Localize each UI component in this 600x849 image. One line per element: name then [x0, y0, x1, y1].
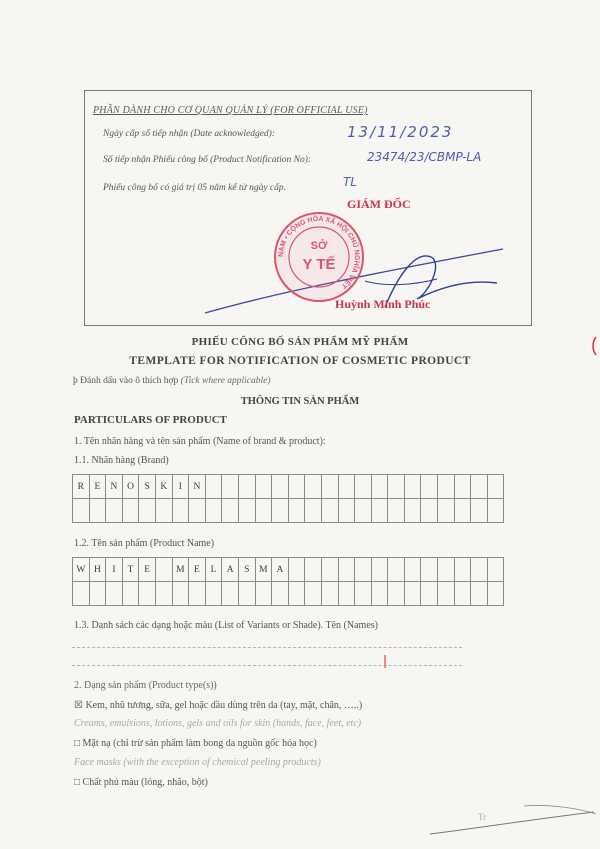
stamp-top-text: SỞ: [310, 240, 328, 252]
stamp-center-text: Y TẾ: [302, 256, 336, 273]
notification-no-label: Số tiếp nhận Phiếu công bố (Product Notification No):: [103, 155, 312, 165]
stamp-ring-text: NAM • CỘNG HÒA XÃ HỘI CHỦ NGHĨA VIỆT: [277, 215, 361, 290]
product-char: W: [73, 558, 90, 582]
brand-char: N: [106, 475, 123, 499]
type-creams-en: Creams, emulsions, lotions, gels and oils for skin (hands, face, feet, etc): [74, 718, 362, 729]
official-red-stamp: [273, 211, 365, 303]
tick-note-en: (Tick where applicable): [180, 376, 271, 386]
variants-label: 1.3. Danh sách các dạng hoặc màu (List of Variants or Shade). Tên (Names): [74, 620, 378, 631]
product-char: M: [255, 558, 272, 582]
product-char: H: [89, 558, 106, 582]
tick-note-vi: þ Đánh dấu vào ô thích hợp: [73, 376, 179, 386]
date-acknowledged-value: 13/11/2023: [347, 123, 454, 141]
type-masks-vi: □ Mặt nạ (chỉ trừ sản phẩm làm bong da nguồn gốc hóa học): [74, 738, 317, 749]
product-char: E: [189, 558, 206, 582]
brand-char: N: [189, 475, 206, 499]
brand-grid-row-1: [73, 475, 504, 499]
form-title-en: TEMPLATE FOR NOTIFICATION OF COSMETIC PRODUCT: [129, 355, 471, 367]
brand-char: I: [172, 475, 189, 499]
product-name-label: 1.2. Tên sản phẩm (Product Name): [74, 538, 215, 549]
product-grid-row-2: [73, 582, 504, 606]
product-char: M: [172, 558, 189, 582]
notification-no-value: 23474/23/CBMP-LA: [367, 150, 482, 164]
brand-grid: [72, 474, 504, 523]
variants-line-1: [72, 647, 462, 648]
brand-label: 1.1. Nhãn hàng (Brand): [74, 455, 169, 466]
variants-line-2: [72, 665, 462, 666]
kt-handwritten-mark: TL: [343, 175, 358, 189]
product-char: E: [139, 558, 156, 582]
tick-note: [73, 376, 271, 386]
signer-name: Huỳnh Minh Phúc: [335, 297, 431, 311]
validity-statement: Phiếu công bố có giá trị 05 năm kể từ ngày cấp.: [103, 183, 287, 193]
type-masks-en: Face masks (with the exception of chemical peeling products): [74, 757, 321, 768]
form-title-vi: PHIẾU CÔNG BỐ SẢN PHẨM MỸ PHẨM: [191, 336, 409, 348]
director-title: GIÁM ĐỐC: [347, 197, 411, 211]
brand-char: K: [155, 475, 172, 499]
corner-mark: Tr: [478, 812, 487, 822]
question-1-label: 1. Tên nhãn hàng và tên sản phẩm (Name of brand & product):: [74, 436, 326, 447]
product-char: [155, 558, 172, 582]
brand-char: E: [89, 475, 106, 499]
type-tinted-vi: □ Chất phủ màu (lỏng, nhão, bột): [74, 777, 208, 788]
red-tick-mark: [382, 654, 388, 670]
date-acknowledged-label: Ngày cấp số tiếp nhận (Date acknowledged):: [103, 129, 276, 139]
product-char: S: [238, 558, 255, 582]
product-char: A: [222, 558, 239, 582]
product-char: T: [122, 558, 139, 582]
product-char: A: [272, 558, 289, 582]
brand-grid-row-2: [73, 499, 504, 523]
product-char: L: [205, 558, 222, 582]
section-title-vi: THÔNG TIN SẢN PHẨM: [240, 396, 360, 407]
product-name-grid: [72, 557, 504, 606]
product-grid-row-1: [73, 558, 504, 582]
brand-char: S: [139, 475, 156, 499]
corner-scribble: [428, 800, 598, 840]
product-type-label: 2. Dạng sản phẩm (Product type(s)): [74, 680, 217, 691]
official-use-title: PHẦN DÀNH CHO CƠ QUAN QUẢN LÝ (FOR OFFICIAL USE): [93, 105, 368, 116]
official-use-box: [84, 90, 532, 326]
brand-char: O: [122, 475, 139, 499]
brand-char: R: [73, 475, 90, 499]
section-title-en: PARTICULARS OF PRODUCT: [74, 414, 228, 426]
product-char: I: [106, 558, 123, 582]
type-creams-vi: ☒ Kem, nhũ tương, sữa, gel hoặc dầu dùng trên da (tay, mặt, chân, …..): [74, 700, 363, 711]
